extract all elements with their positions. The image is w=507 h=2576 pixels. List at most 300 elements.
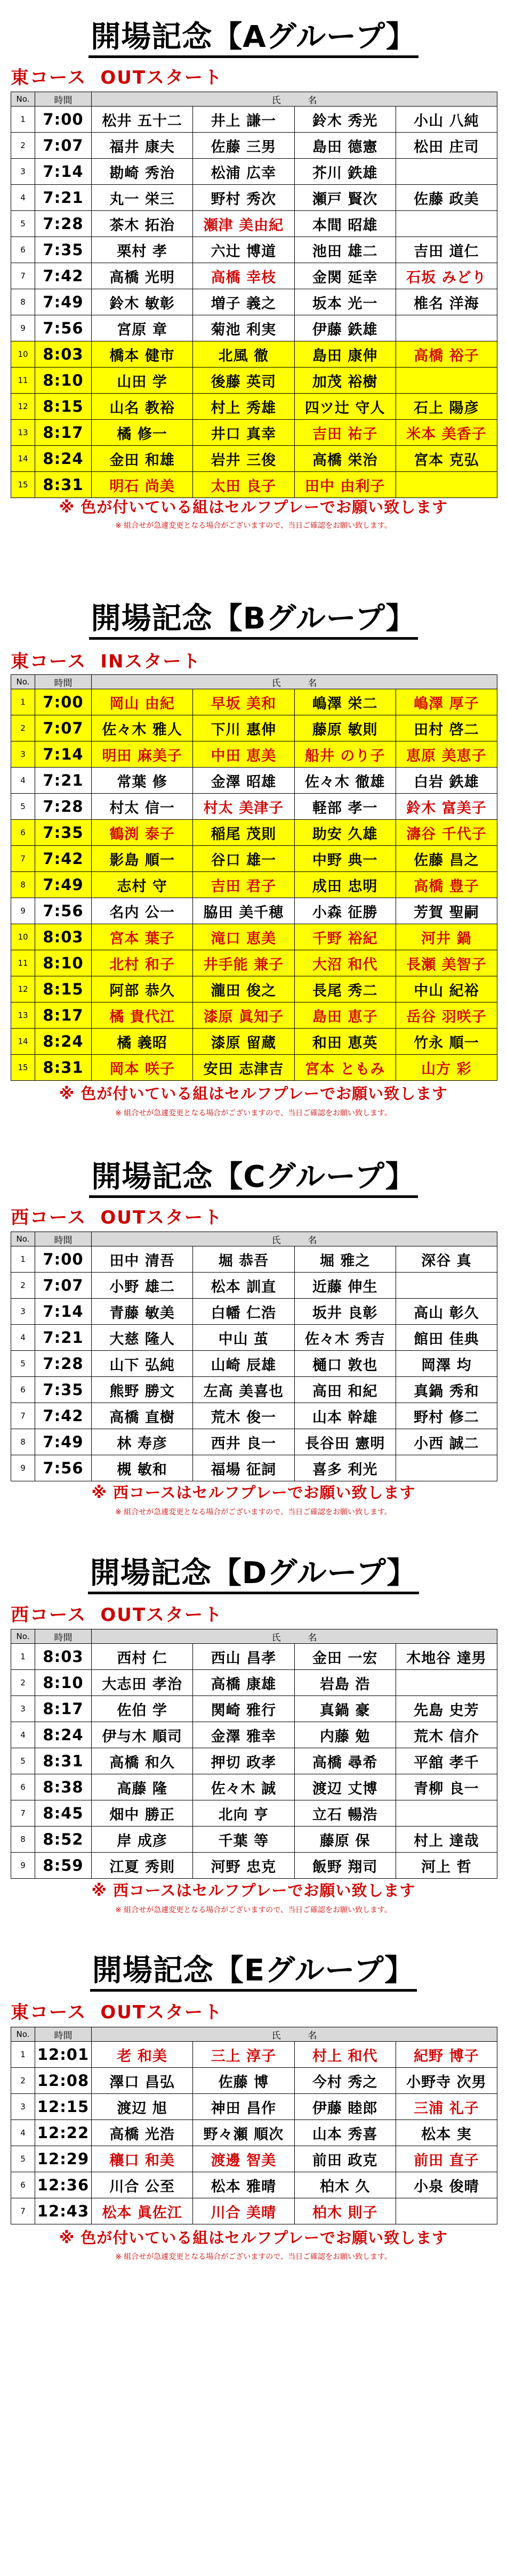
group-d-subtitle: [11, 1604, 237, 1626]
group-d-title-wrap: [0, 1556, 507, 1594]
header-name: 氏 名: [92, 675, 497, 689]
row-number: 5: [11, 1748, 35, 1774]
row-number: 6: [11, 2172, 35, 2198]
player-name: 高藤 隆: [92, 1774, 193, 1800]
header-name: 氏 名: [92, 1629, 497, 1644]
tee-time: 8:10: [35, 950, 92, 976]
player-name: 林 寿彦: [92, 1429, 193, 1455]
player-name: 柏木 久: [294, 2172, 396, 2198]
player-name: 船井 のり子: [294, 741, 396, 768]
player-name: 宮本 葉子: [92, 924, 193, 950]
row-number: 7: [11, 1403, 35, 1429]
player-name: 三上 淳子: [193, 2042, 294, 2068]
player-name: 瀬戸 賢次: [294, 185, 396, 211]
group-d-title: 開場記念【Dグループ】: [88, 1556, 420, 1594]
player-name: 岡澤 均: [396, 1351, 497, 1377]
player-name: 藤原 敏則: [294, 715, 396, 741]
player-name: 助安 久雄: [294, 820, 396, 846]
tee-time: 8:03: [35, 1644, 92, 1670]
tee-time: 7:49: [35, 289, 92, 315]
tee-time: 7:49: [35, 1429, 92, 1455]
row-number: 5: [11, 1351, 35, 1377]
row-number: 6: [11, 1774, 35, 1800]
header-no: No.: [11, 675, 35, 689]
player-name: 後藤 英司: [193, 368, 294, 394]
row-number: 8: [11, 289, 35, 315]
player-name: 井手能 兼子: [193, 950, 294, 976]
row-number: 13: [11, 420, 35, 446]
row-number: 2: [11, 1670, 35, 1696]
player-name: 岩島 浩: [294, 1670, 396, 1696]
player-name: 椎名 洋海: [396, 289, 497, 315]
row-number: 1: [11, 689, 35, 715]
player-name: 平舘 孝千: [396, 1748, 497, 1774]
tee-time: 7:00: [35, 689, 92, 715]
row-number: 1: [11, 1644, 35, 1670]
header-name: 氏 名: [92, 2027, 497, 2042]
table-row: [11, 1299, 497, 1325]
player-name: [396, 1273, 497, 1299]
player-name: 長尾 秀二: [294, 976, 396, 1002]
player-name: 佐藤 三男: [193, 133, 294, 159]
row-number: 7: [11, 2198, 35, 2224]
player-name: 増子 義之: [193, 289, 294, 315]
tee-time: 8:17: [35, 1696, 92, 1722]
table-row: [11, 472, 497, 498]
table-row: [11, 263, 497, 289]
group-e-subtitle: [11, 2002, 237, 2023]
player-name: 神田 昌作: [193, 2094, 294, 2120]
player-name: 中山 茧: [193, 1325, 294, 1351]
player-name: 高橋 光明: [92, 263, 193, 289]
tee-time: 8:31: [35, 1748, 92, 1774]
player-name: 樋口 敦也: [294, 1351, 396, 1377]
player-name: 岡本 咲子: [92, 1055, 193, 1081]
group-b-note: ※ 色が付いている組はセルフプレーでお願い致します: [59, 1085, 448, 1103]
player-name: 金関 延幸: [294, 263, 396, 289]
player-name: 前田 政克: [294, 2146, 396, 2172]
table-row: [11, 1246, 497, 1273]
player-name: 芳賀 聖嗣: [396, 898, 497, 924]
table-row: [11, 1273, 497, 1299]
player-name: 福場 征詞: [193, 1455, 294, 1481]
player-name: 大沼 和代: [294, 950, 396, 976]
tee-time: 7:14: [35, 1299, 92, 1325]
player-name: [396, 2198, 497, 2224]
player-name: 和田 恵英: [294, 1029, 396, 1055]
table-row: [11, 446, 497, 472]
player-name: 堀 恭吾: [193, 1246, 294, 1273]
player-name: 真鍋 秀和: [396, 1377, 497, 1403]
player-name: 西山 昌孝: [193, 1644, 294, 1670]
player-name: 堀 雅之: [294, 1246, 396, 1273]
player-name: 青藤 敏美: [92, 1299, 193, 1325]
row-number: 6: [11, 237, 35, 263]
tee-time: 12:15: [35, 2094, 92, 2120]
player-name: 河上 哲: [396, 1853, 497, 1879]
table-row: [11, 1644, 497, 1670]
table-row: [11, 1377, 497, 1403]
table-row: [11, 1351, 497, 1377]
tee-time: 7:35: [35, 1377, 92, 1403]
player-name: 渡邊 智美: [193, 2146, 294, 2172]
row-number: 5: [11, 211, 35, 237]
player-name: 橘 貴代江: [92, 1002, 193, 1029]
player-name: 佐々木 秀吉: [294, 1325, 396, 1351]
group-e-note: ※ 色が付いている組はセルフプレーでお願い致します: [59, 2229, 448, 2247]
tee-time: 8:31: [35, 472, 92, 498]
player-name: 栗村 孝: [92, 237, 193, 263]
player-name: 千野 裕紀: [294, 924, 396, 950]
group-a-note: ※ 色が付いている組はセルフプレーでお願い致します: [59, 498, 448, 516]
player-name: 下川 惠伸: [193, 715, 294, 741]
tee-time: 12:22: [35, 2120, 92, 2146]
table-row: [11, 1670, 497, 1696]
player-name: 伊藤 鉄雄: [294, 315, 396, 341]
player-name: 立石 暢浩: [294, 1800, 396, 1827]
player-name: 高橋 尋希: [294, 1748, 396, 1774]
tee-time: 7:07: [35, 715, 92, 741]
player-name: 吉田 道仁: [396, 237, 497, 263]
tee-time: 7:14: [35, 159, 92, 185]
tee-time: 7:28: [35, 1351, 92, 1377]
player-name: 佐々木 雅人: [92, 715, 193, 741]
player-name: 河野 忠克: [193, 1853, 294, 1879]
row-number: 2: [11, 133, 35, 159]
header-time: 時間: [35, 675, 92, 689]
row-number: 3: [11, 1299, 35, 1325]
player-name: 大慈 隆人: [92, 1325, 193, 1351]
player-name: 成田 忠明: [294, 872, 396, 898]
player-name: 佐々木 誠: [193, 1774, 294, 1800]
row-number: 12: [11, 976, 35, 1002]
table-row: [11, 133, 497, 159]
player-name: 嶋澤 厚子: [396, 689, 497, 715]
player-name: 松浦 広幸: [193, 159, 294, 185]
table-row: [11, 315, 497, 341]
player-name: 藤原 保: [294, 1827, 396, 1853]
player-name: 村上 和代: [294, 2042, 396, 2068]
group-e-table: [11, 2027, 497, 2224]
row-number: 4: [11, 185, 35, 211]
player-name: 長谷田 憲明: [294, 1429, 396, 1455]
group-a-subtitle: [11, 67, 237, 88]
player-name: 高田 和紀: [294, 1377, 396, 1403]
tee-time: 8:03: [35, 924, 92, 950]
table-row: [11, 1029, 497, 1055]
group-d-small-note: ※ 組合せが急遽変更となる場合がございますので、当日ご確認をお願い致します。: [115, 1906, 392, 1914]
player-name: 佐藤 昌之: [396, 846, 497, 872]
player-name: 飯野 翔司: [294, 1853, 396, 1879]
table-row: [11, 1853, 497, 1879]
player-name: 吉田 祐子: [294, 420, 396, 446]
player-name: 本間 昭雄: [294, 211, 396, 237]
table-row: [11, 368, 497, 394]
player-name: 高橋 裕子: [396, 341, 497, 368]
player-name: 志村 守: [92, 872, 193, 898]
tee-time: 7:00: [35, 1246, 92, 1273]
tee-time: 12:36: [35, 2172, 92, 2198]
player-name: 中田 恵美: [193, 741, 294, 768]
player-name: 槻 敏和: [92, 1455, 193, 1481]
table-row: [11, 2094, 497, 2120]
tee-time: 7:56: [35, 315, 92, 341]
row-number: 6: [11, 820, 35, 846]
row-number: 12: [11, 394, 35, 420]
player-name: 熊野 勝文: [92, 1377, 193, 1403]
table-row: [11, 2146, 497, 2172]
player-name: 白岩 鉄雄: [396, 768, 497, 794]
player-name: 伊与木 順司: [92, 1722, 193, 1748]
player-name: 橘 修一: [92, 420, 193, 446]
player-name: 高橋 豊子: [396, 872, 497, 898]
tee-time: 8:52: [35, 1827, 92, 1853]
table-row: [11, 976, 497, 1002]
group-b-course: 東コース: [11, 651, 87, 672]
player-name: 北村 和子: [92, 950, 193, 976]
row-number: 1: [11, 2042, 35, 2068]
player-name: 穰口 和美: [92, 2146, 193, 2172]
player-name: 瀬津 美由紀: [193, 211, 294, 237]
tee-time: 12:01: [35, 2042, 92, 2068]
group-a-course: 東コース: [11, 67, 87, 88]
player-name: 関崎 雅行: [193, 1696, 294, 1722]
player-name: 軽部 孝一: [294, 794, 396, 820]
player-name: 濤谷 千代子: [396, 820, 497, 846]
header-no: No.: [11, 92, 35, 107]
player-name: 竹永 順一: [396, 1029, 497, 1055]
row-number: 14: [11, 446, 35, 472]
header-no: No.: [11, 2027, 35, 2042]
table-header-row: [11, 2027, 497, 2042]
tee-time: 8:17: [35, 420, 92, 446]
player-name: 丸一 栄三: [92, 185, 193, 211]
table-row: [11, 1827, 497, 1853]
player-name: 漆原 留蔵: [193, 1029, 294, 1055]
tee-time: 7:35: [35, 237, 92, 263]
header-name: 氏 名: [92, 1232, 497, 1246]
row-number: 7: [11, 1800, 35, 1827]
table-row: [11, 394, 497, 420]
player-name: 青柳 良一: [396, 1774, 497, 1800]
player-name: 鈴木 秀光: [294, 107, 396, 133]
player-name: 木地谷 達男: [396, 1644, 497, 1670]
player-name: 名内 公一: [92, 898, 193, 924]
player-name: 内藤 勉: [294, 1722, 396, 1748]
player-name: 河井 鍋: [396, 924, 497, 950]
player-name: 渡辺 旭: [92, 2094, 193, 2120]
table-row: [11, 846, 497, 872]
tee-time: 7:56: [35, 1455, 92, 1481]
player-name: 高橋 直樹: [92, 1403, 193, 1429]
group-b-small-note: ※ 組合せが急遽変更となる場合がございますので、当日ご確認をお願い致します。: [115, 1109, 392, 1118]
tee-time: 8:24: [35, 1722, 92, 1748]
group-d-table: [11, 1629, 497, 1879]
player-name: 村上 秀雄: [193, 394, 294, 420]
player-name: 茶木 拓治: [92, 211, 193, 237]
row-number: 4: [11, 1325, 35, 1351]
player-name: 石坂 みどり: [396, 263, 497, 289]
player-name: 阿部 恭久: [92, 976, 193, 1002]
player-name: 安田 志津吉: [193, 1055, 294, 1081]
tee-time: 8:15: [35, 394, 92, 420]
player-name: 白幡 仁浩: [193, 1299, 294, 1325]
row-number: 9: [11, 315, 35, 341]
player-name: 三浦 礼子: [396, 2094, 497, 2120]
player-name: 村太 美津子: [193, 794, 294, 820]
group-b-subtitle: [11, 651, 215, 672]
group-e-small-note: ※ 組合せが急遽変更となる場合がございますので、当日ご確認をお願い致します。: [115, 2253, 392, 2261]
player-name: 吉田 君子: [193, 872, 294, 898]
row-number: 10: [11, 341, 35, 368]
player-name: 松井 五十二: [92, 107, 193, 133]
table-row: [11, 2120, 497, 2146]
player-name: 松本 雅晴: [193, 2172, 294, 2198]
header-time: 時間: [35, 2027, 92, 2042]
player-name: 島田 恵子: [294, 1002, 396, 1029]
player-name: 小野 雄二: [92, 1273, 193, 1299]
table-row: [11, 2068, 497, 2094]
player-name: 近藤 伸生: [294, 1273, 396, 1299]
row-number: 7: [11, 846, 35, 872]
tee-time: 7:42: [35, 263, 92, 289]
player-name: 野村 修二: [396, 1403, 497, 1429]
player-name: 稲尾 茂則: [193, 820, 294, 846]
player-name: 小泉 俊晴: [396, 2172, 497, 2198]
player-name: 中野 典一: [294, 846, 396, 872]
player-name: 松本 訓直: [193, 1273, 294, 1299]
player-name: 谷口 雄一: [193, 846, 294, 872]
table-row: [11, 211, 497, 237]
table-row: [11, 237, 497, 263]
group-a-table: [11, 92, 497, 498]
tee-time: 7:49: [35, 872, 92, 898]
table-row: [11, 1455, 497, 1481]
group-a-title: 開場記念【Aグループ】: [88, 20, 418, 58]
player-name: 岳谷 羽咲子: [396, 1002, 497, 1029]
player-name: 高橋 幸枝: [193, 263, 294, 289]
group-d-note: ※ 西コースはセルフプレーでお願い致します: [91, 1881, 416, 1900]
tee-time: 7:42: [35, 846, 92, 872]
player-name: 山名 教裕: [92, 394, 193, 420]
player-name: 坂井 良彰: [294, 1299, 396, 1325]
row-number: 1: [11, 107, 35, 133]
tee-time: 7:07: [35, 133, 92, 159]
player-name: 今村 秀之: [294, 2068, 396, 2094]
player-name: 橘 義昭: [92, 1029, 193, 1055]
player-name: 野々瀬 順次: [193, 2120, 294, 2146]
player-name: 勘崎 秀治: [92, 159, 193, 185]
player-name: 四ツ辻 守人: [294, 394, 396, 420]
group-c-start: OUTスタート: [100, 1207, 223, 1228]
player-name: 前田 直子: [396, 2146, 497, 2172]
player-name: 田中 由利子: [294, 472, 396, 498]
row-number: 3: [11, 741, 35, 768]
player-name: 坂本 光一: [294, 289, 396, 315]
row-number: 15: [11, 1055, 35, 1081]
player-name: 滝口 恵美: [193, 924, 294, 950]
player-name: 宮本 ともみ: [294, 1055, 396, 1081]
row-number: 3: [11, 1696, 35, 1722]
player-name: 左高 美喜也: [193, 1377, 294, 1403]
row-number: 11: [11, 950, 35, 976]
table-row: [11, 107, 497, 133]
player-name: 影島 順一: [92, 846, 193, 872]
row-number: 6: [11, 1377, 35, 1403]
tee-time: 7:14: [35, 741, 92, 768]
tee-time: 7:21: [35, 768, 92, 794]
player-name: 田村 啓二: [396, 715, 497, 741]
player-name: [396, 315, 497, 341]
player-name: [396, 368, 497, 394]
player-name: 長瀬 美智子: [396, 950, 497, 976]
player-name: [396, 472, 497, 498]
player-name: 山田 学: [92, 368, 193, 394]
row-number: 14: [11, 1029, 35, 1055]
player-name: 高橋 栄治: [294, 446, 396, 472]
player-name: 小森 征勝: [294, 898, 396, 924]
player-name: 押切 政孝: [193, 1748, 294, 1774]
table-row: [11, 185, 497, 211]
table-row: [11, 689, 497, 715]
player-name: 金田 和雄: [92, 446, 193, 472]
player-name: 真鍋 豪: [294, 1696, 396, 1722]
table-row: [11, 1748, 497, 1774]
table-header-row: [11, 1232, 497, 1246]
row-number: 8: [11, 1827, 35, 1853]
header-name: 氏 名: [92, 92, 497, 107]
group-a-title-wrap: [0, 20, 507, 58]
header-time: 時間: [35, 1629, 92, 1644]
player-name: 佐藤 博: [193, 2068, 294, 2094]
table-row: [11, 820, 497, 846]
player-name: 館田 佳典: [396, 1325, 497, 1351]
player-name: 脇田 美千穂: [193, 898, 294, 924]
player-name: 山本 秀喜: [294, 2120, 396, 2146]
player-name: 松本 実: [396, 2120, 497, 2146]
player-name: 北向 亨: [193, 1800, 294, 1827]
player-name: 金澤 昭雄: [193, 768, 294, 794]
row-number: 9: [11, 1853, 35, 1879]
table-row: [11, 1002, 497, 1029]
player-name: 北風 徹: [193, 341, 294, 368]
row-number: 4: [11, 768, 35, 794]
player-name: 橋本 健市: [92, 341, 193, 368]
player-name: 小山 八純: [396, 107, 497, 133]
player-name: 小野寺 次男: [396, 2068, 497, 2094]
table-row: [11, 1774, 497, 1800]
player-name: 瀧田 俊之: [193, 976, 294, 1002]
group-c-title: 開場記念【Cグループ】: [89, 1160, 417, 1198]
table-row: [11, 159, 497, 185]
player-name: 村太 信一: [92, 794, 193, 820]
row-number: 3: [11, 159, 35, 185]
table-row: [11, 872, 497, 898]
player-name: 恵原 美恵子: [396, 741, 497, 768]
player-name: 高橋 康雄: [193, 1670, 294, 1696]
tee-time: 8:10: [35, 1670, 92, 1696]
row-number: 5: [11, 2146, 35, 2172]
table-row: [11, 2172, 497, 2198]
player-name: 太田 良子: [193, 472, 294, 498]
group-e-start: OUTスタート: [100, 2002, 223, 2023]
player-name: 岩井 三俊: [193, 446, 294, 472]
player-name: 田中 清吾: [92, 1246, 193, 1273]
row-number: 9: [11, 898, 35, 924]
tee-time: 8:45: [35, 1800, 92, 1827]
group-d-course: 西コース: [11, 1604, 87, 1626]
player-name: 石上 陽彦: [396, 394, 497, 420]
